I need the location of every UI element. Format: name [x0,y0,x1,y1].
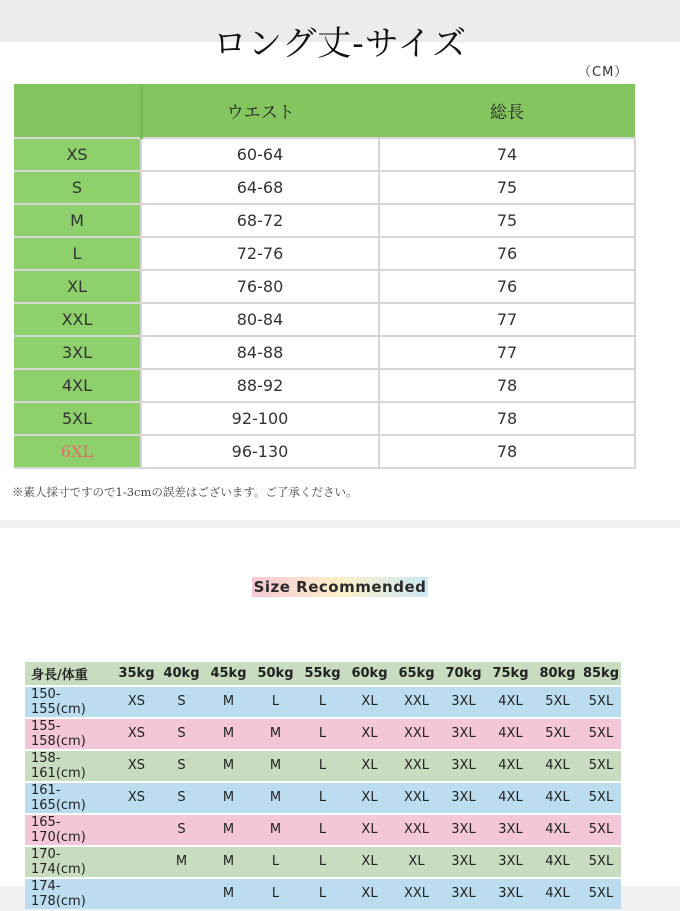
waist-value: 88-92 [141,369,379,402]
recommend-size-cell: 5XL [581,783,621,813]
recommend-size-cell [158,879,205,909]
recommend-size-cell: L [299,815,346,845]
measurement-note: ※素人採寸ですので1-3cmの誤差はございます。ご了承ください。 [12,485,358,499]
size-label: S [14,171,141,204]
recommend-size-cell: 5XL [534,687,581,717]
recommend-size-cell: 5XL [581,847,621,877]
length-value: 78 [379,435,635,468]
size-label: 4XL [14,369,141,402]
recommend-header-label: 身長/体重 [25,662,115,685]
height-label: 174-178(cm) [25,879,115,909]
height-label: 150-155(cm) [25,687,115,717]
recommend-size-cell: 4XL [487,751,534,781]
recommend-size-cell: M [158,847,205,877]
size-label: M [14,204,141,237]
header-length: 総長 [379,84,635,138]
recommend-size-cell: XL [346,719,393,749]
recommend-row [25,879,621,909]
recommend-size-cell: 3XL [440,879,487,909]
size-row [14,138,635,171]
weight-header: 50kg [252,662,299,685]
size-label: L [14,237,141,270]
recommend-size-cell: 4XL [534,751,581,781]
weight-header: 55kg [299,662,346,685]
recommend-size-cell: XL [393,847,440,877]
size-row [14,336,635,369]
length-value: 74 [379,138,635,171]
size-row [14,204,635,237]
waist-value: 64-68 [141,171,379,204]
recommend-size-cell: 5XL [581,815,621,845]
waist-value: 80-84 [141,303,379,336]
size-row [14,402,635,435]
recommend-size-cell: XS [115,719,158,749]
weight-header: 45kg [205,662,252,685]
recommend-size-cell: 3XL [487,815,534,845]
waist-value: 76-80 [141,270,379,303]
recommend-size-cell: S [158,815,205,845]
recommend-size-cell: 4XL [534,847,581,877]
recommend-size-cell: L [299,879,346,909]
recommend-title [0,578,680,596]
recommend-size-cell: 4XL [534,815,581,845]
waist-value: 60-64 [141,138,379,171]
recommend-size-cell: L [252,879,299,909]
recommend-size-cell: XXL [393,879,440,909]
recommend-size-cell: S [158,751,205,781]
length-value: 78 [379,369,635,402]
recommend-size-cell: 5XL [581,751,621,781]
recommend-size-cell: XXL [393,751,440,781]
waist-value: 72-76 [141,237,379,270]
height-label: 170-174(cm) [25,847,115,877]
recommend-size-cell: M [205,815,252,845]
recommend-size-cell: L [299,751,346,781]
recommend-size-cell: 5XL [581,879,621,909]
recommend-size-cell: XXL [393,687,440,717]
recommend-size-cell: M [205,783,252,813]
recommend-size-cell: 3XL [440,815,487,845]
size-label: 6XL [14,435,141,468]
size-label: XXL [14,303,141,336]
length-value: 75 [379,171,635,204]
recommend-size-cell: S [158,719,205,749]
weight-header: 40kg [158,662,205,685]
recommend-size-cell [115,847,158,877]
recommend-size-cell: M [205,847,252,877]
recommend-row [25,815,621,845]
recommend-size-cell: XS [115,687,158,717]
recommend-row [25,783,621,813]
recommend-size-cell: 4XL [534,783,581,813]
recommend-size-cell: XS [115,751,158,781]
height-label: 158-161(cm) [25,751,115,781]
page-title: ロング丈-サイズ [212,24,468,64]
height-label: 161-165(cm) [25,783,115,813]
recommend-size-cell: 3XL [487,847,534,877]
recommend-size-cell: 5XL [581,687,621,717]
size-label: XL [14,270,141,303]
recommend-size-cell: M [205,751,252,781]
recommend-size-cell: L [252,687,299,717]
recommend-size-cell: XL [346,847,393,877]
height-label: 155-158(cm) [25,719,115,749]
recommend-size-cell: 3XL [440,719,487,749]
recommend-size-cell [115,815,158,845]
recommend-size-cell: L [299,783,346,813]
size-row [14,171,635,204]
waist-value: 92-100 [141,402,379,435]
recommend-size-cell: 4XL [487,719,534,749]
recommend-size-cell: 3XL [440,751,487,781]
size-row [14,435,635,468]
recommend-title-text: Size Recommended [253,578,427,596]
recommend-size-cell: 5XL [581,719,621,749]
recommend-size-cell: 3XL [487,879,534,909]
recommend-size-cell: 4XL [487,783,534,813]
recommend-size-cell: XL [346,751,393,781]
size-row [14,369,635,402]
recommend-size-cell: XL [346,687,393,717]
header-size [14,84,141,138]
weight-header: 70kg [440,662,487,685]
recommend-size-cell: 5XL [534,719,581,749]
recommend-size-cell: L [299,847,346,877]
recommend-size-cell: XXL [393,719,440,749]
waist-value: 84-88 [141,336,379,369]
recommend-size-cell: XS [115,783,158,813]
weight-header: 80kg [534,662,581,685]
size-row [14,237,635,270]
recommend-size-cell: M [252,783,299,813]
recommend-size-cell: M [205,719,252,749]
unit-label: （CM） [578,65,629,80]
recommend-size-cell: XL [346,815,393,845]
recommend-size-cell: M [205,879,252,909]
recommend-size-cell: L [252,847,299,877]
recommend-size-cell: 4XL [534,879,581,909]
height-label: 165-170(cm) [25,815,115,845]
size-table-header [14,84,635,138]
weight-header: 65kg [393,662,440,685]
length-value: 77 [379,336,635,369]
waist-value: 68-72 [141,204,379,237]
recommend-size-cell: S [158,687,205,717]
recommend-size-cell [115,879,158,909]
length-value: 76 [379,270,635,303]
size-row [14,270,635,303]
recommend-size-cell: L [299,687,346,717]
recommend-row [25,719,621,749]
recommend-row [25,847,621,877]
size-label: 3XL [14,336,141,369]
recommend-size-cell: S [158,783,205,813]
length-value: 77 [379,303,635,336]
recommend-size-cell: 4XL [487,687,534,717]
recommend-size-cell: L [299,719,346,749]
recommend-size-cell: M [252,751,299,781]
size-table [14,84,636,469]
header-waist: ウエスト [141,84,379,138]
size-label: XS [14,138,141,171]
recommend-size-cell: XL [346,783,393,813]
length-value: 75 [379,204,635,237]
recommend-size-cell: 3XL [440,687,487,717]
recommend-header-row [25,662,621,685]
weight-header: 85kg [581,662,621,685]
recommend-size-cell: M [252,815,299,845]
recommend-size-cell: XXL [393,783,440,813]
size-label: 5XL [14,402,141,435]
weight-header: 35kg [115,662,158,685]
recommend-size-cell: M [252,719,299,749]
size-row [14,303,635,336]
recommend-size-cell: XL [346,879,393,909]
waist-value: 96-130 [141,435,379,468]
weight-header: 75kg [487,662,534,685]
recommend-row [25,751,621,781]
recommend-row [25,687,621,717]
recommend-size-cell: XXL [393,815,440,845]
recommend-size-cell: 3XL [440,847,487,877]
recommend-size-cell: 3XL [440,783,487,813]
length-value: 78 [379,402,635,435]
recommend-table [25,660,621,911]
recommend-size-cell: M [205,687,252,717]
weight-header: 60kg [346,662,393,685]
length-value: 76 [379,237,635,270]
